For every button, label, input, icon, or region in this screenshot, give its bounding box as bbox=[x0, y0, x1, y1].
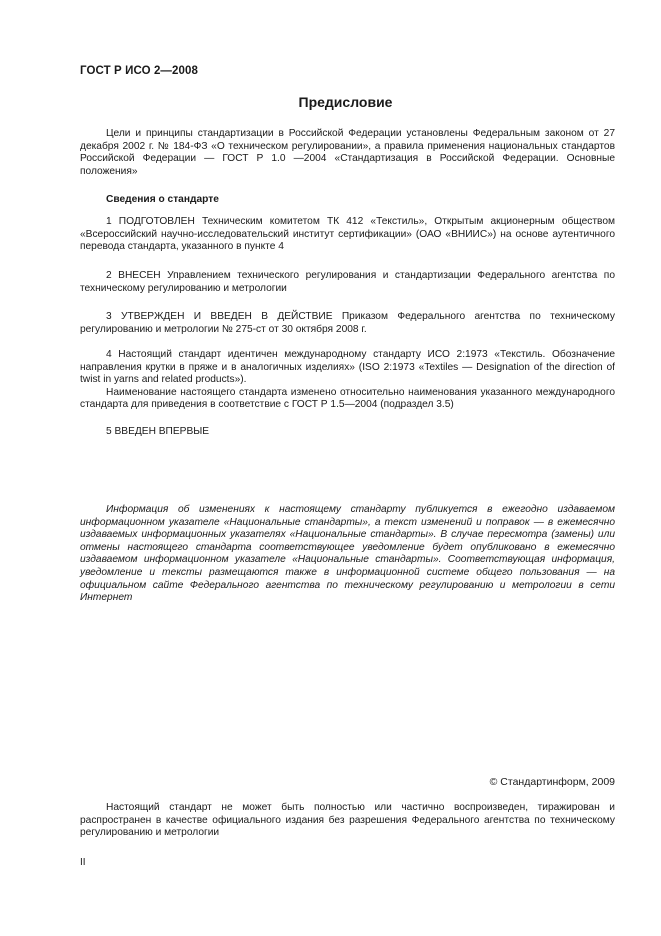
changes-notice-text: Информация об изменениях к настоящему стандарту публикуется в ежегодно издаваемом информационном указателе «Национальные стандарты», а текст изменений и поправок — в ежемесячно издаваемых информационных указателях «Национальные стандарты». В случае пересмотра (замены) или отмены настоящего стандарта соответствующее уведомление будет опубликовано в ежемесячно издаваемом информационном указателе «Национальные стандарты». Соответствующая информация, уведомление и тексты размещаются также в информационной системе общего пользования — на официальном сайте Федерального агентства по техническому регулированию и метрологии в сети Интернет bbox=[80, 504, 615, 604]
document-id-header: ГОСТ Р ИСО 2—2008 bbox=[80, 65, 199, 77]
changes-notice bbox=[80, 504, 615, 605]
item-4-note: Наименование настоящего стандарта изменено относительно наименования указанного международного стандарта для приведения в соответствие с ГОСТ Р 1.5—2004 (подраздел 3.5) bbox=[80, 386, 615, 411]
item-5-text: 5 ВВЕДЕН ВПЕРВЫЕ bbox=[106, 426, 210, 437]
item-2-text: 2 ВНЕСЕН Управлением технического регулирования и стандартизации Федерального агентства по техническому регулированию и метрологии bbox=[80, 270, 615, 294]
info-heading: Сведения о стандарте bbox=[106, 194, 219, 205]
item-4 bbox=[80, 349, 615, 412]
intro-text: Цели и принципы стандартизации в Российской Федерации установлены Федеральным законом от 27 декабря 2002 г. № 184-ФЗ «О техническом регулировании», а правила применения национальных стандартов Российской Федерации — ГОСТ Р 1.0 —2004 «Стандартизация в Российской Федерации. Основные положения» bbox=[80, 128, 615, 177]
item-5 bbox=[80, 426, 615, 439]
item-3-text: 3 УТВЕРЖДЕН И ВВЕДЕН В ДЕЙСТВИЕ Приказом Федерального агентства по техническому регулированию и метрологии № 275-ст от 30 октября 2008 г. bbox=[80, 311, 615, 335]
page-title: Предисловие bbox=[298, 94, 393, 110]
footer-notice-text: Настоящий стандарт не может быть полностью или частично воспроизведен, тиражирован и распространен в качестве официального издания без разрешения Федерального агентства по техническому регулированию и метрологии bbox=[80, 802, 615, 839]
intro-paragraph bbox=[80, 128, 615, 178]
copyright-line: © Стандартинформ, 2009 bbox=[489, 776, 615, 788]
page-number: II bbox=[80, 857, 86, 868]
item-2 bbox=[80, 270, 615, 295]
item-1 bbox=[80, 216, 615, 254]
footer-notice bbox=[80, 802, 615, 840]
item-3 bbox=[80, 311, 615, 336]
item-1-text: 1 ПОДГОТОВЛЕН Техническим комитетом ТК 412 «Текстиль», Открытым акционерным обществом «Всероссийский научно-исследовательский институт сертификации» (ОАО «ВНИИС») на основе аутентичного перевода стандарта, указанного в пункте 4 bbox=[80, 216, 615, 253]
item-4-text: 4 Настоящий стандарт идентичен международному стандарту ИСО 2:1973 «Текстиль. Обозначение направления крутки в пряже и в аналогичных изделиях» (ISO 2:1973 «Textiles — Designation of the direction of twist in yarns and related products»). bbox=[80, 349, 615, 386]
